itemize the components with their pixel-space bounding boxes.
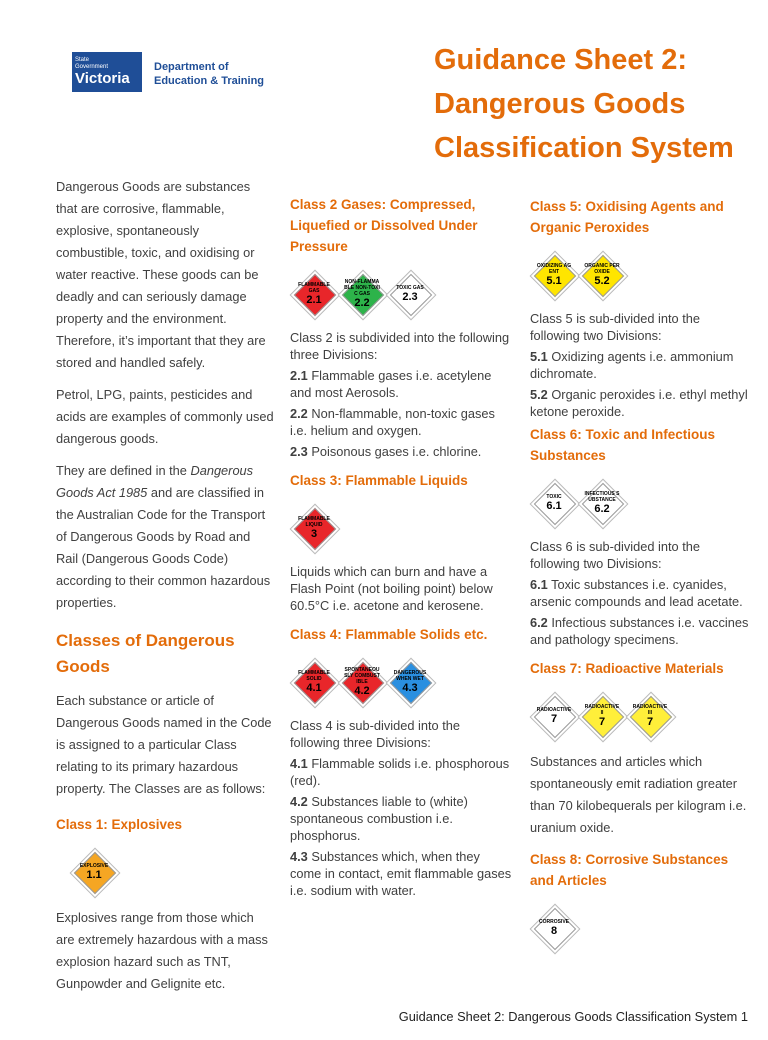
placard-label: ORGANIC PEROXIDE [584,263,620,275]
class3-placards [290,499,512,557]
class1-placards [70,843,274,901]
placard-number: 4.3 [402,682,418,694]
content-columns [0,176,768,995]
placard-number: 5.2 [594,275,610,287]
hazard-placard-6-2-icon [578,474,626,532]
placard-number: 2.1 [306,294,322,306]
class2-intro: Class 2 is subdivided into the following three Divisions: [290,330,510,362]
placard-label: TOXIC [546,494,562,500]
class1-text: Explosives range from those which are extremely hazardous with a mass explosion hazard such as TNT, Gunpowder and Gelignite etc. [56,910,268,991]
text: They are defined in the [56,463,191,478]
placard-label: RADIOACTIVE [536,707,572,713]
placard-label: SPONTANEOUSLY COMBUSTIBLE [344,667,380,685]
column-2 [290,176,512,899]
placard-label: RADIOACTIVE III [632,704,668,716]
hazard-placard-7-icon [626,687,674,745]
class2-heading: Class 2 Gases: Compressed, Liquefied or Dissolved Under Pressure [290,197,478,254]
logo-text: State [75,57,90,63]
page-title: Guidance Sheet 2: Dangerous Goods Classification System [434,44,734,164]
division-number: 2.2 [290,406,308,421]
class4-intro: Class 4 is sub-divided into the following three Divisions: [290,718,461,750]
placard-label: RADIOACTIVE II [584,704,620,716]
column-3 [530,176,750,963]
placard-label: EXPLOSIVE [79,863,109,869]
definition-paragraph [56,460,274,614]
placard-number: 2.2 [354,297,370,309]
class4-heading: Class 4: Flammable Solids etc. [290,627,488,642]
division-2-1 [290,367,512,401]
hazard-placard-1-1-icon [70,843,118,901]
division-number: 5.2 [530,387,548,402]
column-1 [56,176,274,995]
class7-placards [530,687,750,745]
hazard-placard-4-3-icon [386,653,434,711]
class6-placards [530,474,750,532]
division-number: 2.3 [290,444,308,459]
hazard-placard-5-2-icon [578,246,626,304]
division-number: 4.1 [290,756,308,771]
division-number: 6.1 [530,577,548,592]
logo-text: Government [75,64,109,70]
hazard-placard-5-1-icon [530,246,578,304]
class8-placards [530,899,750,957]
placard-number: 1.1 [86,869,102,881]
class4-placards [290,653,512,711]
page-footer: Guidance Sheet 2: Dangerous Goods Classification System 1 [398,1009,748,1024]
class5-heading: Class 5: Oxidising Agents and Organic Peroxides [530,199,724,235]
placard-number: 5.1 [546,275,562,287]
division-4-2 [290,793,512,844]
hazard-placard-8-icon [530,899,578,957]
hazard-placard-7-icon [530,687,578,745]
placard-label: TOXIC GAS [396,285,424,291]
class8-heading: Class 8: Corrosive Substances and Articles [530,852,729,888]
intro-paragraph: Dangerous Goods are substances that are corrosive, flammable, explosive, spontaneously combustible, toxic, and oxidising or water reactive. These goods can be deadly and can seriously damage property and the environment. Therefore, it’s important that they are stored and handled safely. [56,179,266,370]
class6-intro: Class 6 is sub-divided into the following two Divisions: [530,539,701,571]
division-text: Flammable solids i.e. phosphorous (red). [290,756,510,788]
division-text: Flammable gases i.e. acetylene and most Aerosols. [290,368,492,400]
hazard-placard-4-2-icon [338,653,386,711]
logo-dept: Education & Training [154,75,265,87]
placard-number: 4.1 [306,682,322,694]
division-5-1 [530,348,750,382]
division-text: Infectious substances i.e. vaccines and pathology specimens. [530,615,749,647]
division-number: 5.1 [530,349,548,364]
class5-placards [530,246,750,304]
hazard-placard-3-icon [290,499,338,557]
hazard-placard-4-1-icon [290,653,338,711]
division-text: Oxidizing agents i.e. ammonium dichromate. [530,349,734,381]
division-2-3 [290,443,512,460]
hazard-placard-6-1-icon [530,474,578,532]
class6-heading: Class 6: Toxic and Infectious Substances [530,427,716,463]
division-number: 4.2 [290,794,308,809]
classes-heading: Classes of Dangerous Goods [56,631,235,676]
division-text: Poisonous gases i.e. chlorine. [307,444,482,459]
division-text: Toxic substances i.e. cyanides, arsenic compounds and lead acetate. [530,577,743,609]
division-text: Non-flammable, non-toxic gases i.e. helium and oxygen. [290,406,495,438]
division-number: 2.1 [290,368,308,383]
division-6-2 [530,614,750,648]
placard-label: FLAMMABLE SOLID [298,670,330,682]
placard-label: OXIDIZING AGENT [536,263,572,275]
placard-number: 7 [550,713,558,725]
division-5-2 [530,386,750,420]
placard-number: 3 [310,528,318,540]
placard-number: 7 [646,716,654,728]
placard-number: 8 [550,925,558,937]
class5-intro: Class 5 is sub-divided into the following two Divisions: [530,311,701,343]
placard-number: 4.2 [354,685,370,697]
placard-label: FLAMMABLE LIQUID [298,516,330,528]
logo-text: Victoria [75,70,130,87]
division-text: Substances liable to (white) spontaneous combustion i.e. phosphorus. [290,794,468,843]
hazard-placard-2-2-icon [338,265,386,323]
placard-label: DANGEROUS WHEN WET [393,670,427,682]
placard-label: CORROSIVE [538,919,569,925]
division-4-3 [290,848,512,899]
victoria-logo [72,52,282,100]
placard-number: 6.2 [594,503,610,515]
page-header [0,0,768,176]
class7-text: Substances and articles which spontaneously emit radiation greater than 70 kilobequerals per kilogram i.e. uranium oxide. [530,754,747,835]
class1-heading: Class 1: Explosives [56,817,183,832]
placard-number: 7 [598,716,606,728]
examples-paragraph: Petrol, LPG, paints, pesticides and acids are examples of commonly used dangerous goods. [56,387,274,446]
class3-text: Liquids which can burn and have a Flash Point (not boiling point) below 60.5°C i.e. acetone and kerosene. [290,564,493,613]
placard-number: 6.1 [546,500,562,512]
hazard-placard-2-1-icon [290,265,338,323]
placard-label: FLAMMABLE GAS [298,282,330,294]
logo-dept: Department of [154,61,229,73]
division-2-2 [290,405,512,439]
class7-heading: Class 7: Radioactive Materials [530,661,724,676]
division-number: 6.2 [530,615,548,630]
division-text: Substances which, when they come in contact, emit flammable gases i.e. sodium with water. [290,849,512,898]
placard-label: INFECTIOUS SUBSTANCE [584,491,620,503]
division-6-1 [530,576,750,610]
act-name: Dangerous Goods Act 1985 [56,463,254,500]
hazard-placard-2-3-icon [386,265,434,323]
class3-heading: Class 3: Flammable Liquids [290,473,468,488]
division-4-1 [290,755,512,789]
placard-label: NON-FLAMMABLE NON-TOXIC GAS [344,279,380,297]
placard-number: 2.3 [402,291,418,303]
hazard-placard-7-icon [578,687,626,745]
text: and are classified in the Australian Code for the Transport of Dangerous Goods by Road and Rail (Dangerous Goods Code) according to their common hazardous properties. [56,485,271,610]
division-text: Organic peroxides i.e. ethyl methyl ketone peroxide. [530,387,748,419]
classes-paragraph: Each substance or article of Dangerous Goods named in the Code is assigned to a particular Class relating to its primary hazardous property. The Classes are as follows: [56,693,272,796]
class2-placards [290,265,512,323]
division-number: 4.3 [290,849,308,864]
